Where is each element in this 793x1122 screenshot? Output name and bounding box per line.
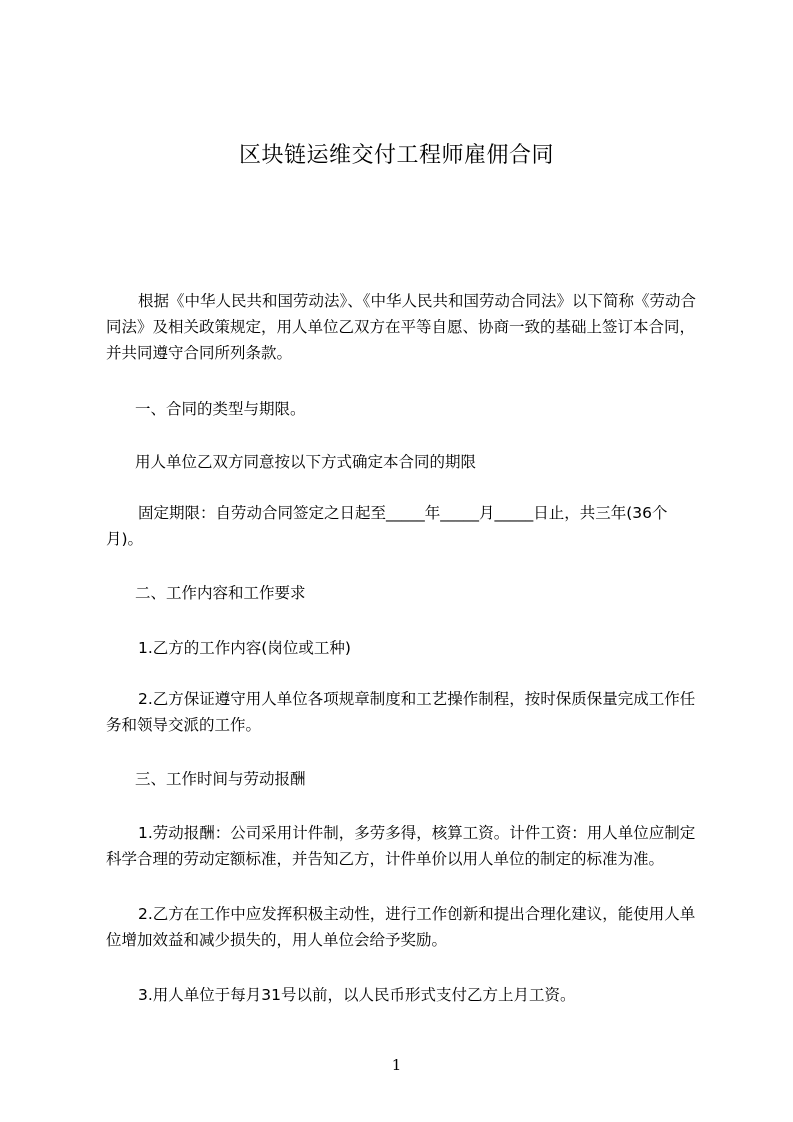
preamble-paragraph: 根据《中华人民共和国劳动法》、《中华人民共和国劳动合同法》以下简称《劳动合同法》及相关政策规定，用人单位乙双方在平等自愿、协商一致的基础上签订本合同，并共同遵守合同所列条款。 [106, 292, 697, 362]
section-1-heading: 一、合同的类型与期限。 [135, 400, 306, 418]
section-3-paragraph-3: 3.用人单位于每月31号以前，以人民币形式支付乙方上月工资。 [138, 986, 576, 1004]
section-2-paragraph-2: 2.乙方保证遵守用人单位各项规章制度和工艺操作制程，按时保质保量完成工作任务和领导交派的工作。 [106, 690, 696, 734]
section-1-paragraph-2: 固定期限：自劳动合同签定之日起至_____年_____月_____日止，共三年(36个月)。 [106, 504, 668, 548]
page-number: 1 [391, 1056, 402, 1074]
section-2-paragraph-1: 1.乙方的工作内容(岗位或工种) [138, 639, 351, 657]
document-title: 区块链运维交付工程师雇佣合同 [238, 143, 554, 168]
section-1-paragraph-1: 用人单位乙双方同意按以下方式确定本合同的期限 [135, 453, 477, 471]
section-3-heading: 三、工作时间与劳动报酬 [135, 770, 306, 788]
section-3-paragraph-2: 2.乙方在工作中应发挥积极主动性，进行工作创新和提出合理化建议，能使用人单位增加效益和减少损失的，用人单位会给予奖励。 [106, 905, 696, 949]
section-3-paragraph-1: 1.劳动报酬：公司采用计件制，多劳多得，核算工资。计件工资：用人单位应制定科学合理的劳动定额标准，并告知乙方，计件单价以用人单位的制定的标准为准。 [106, 824, 696, 868]
section-2-heading: 二、工作内容和工作要求 [135, 584, 306, 602]
